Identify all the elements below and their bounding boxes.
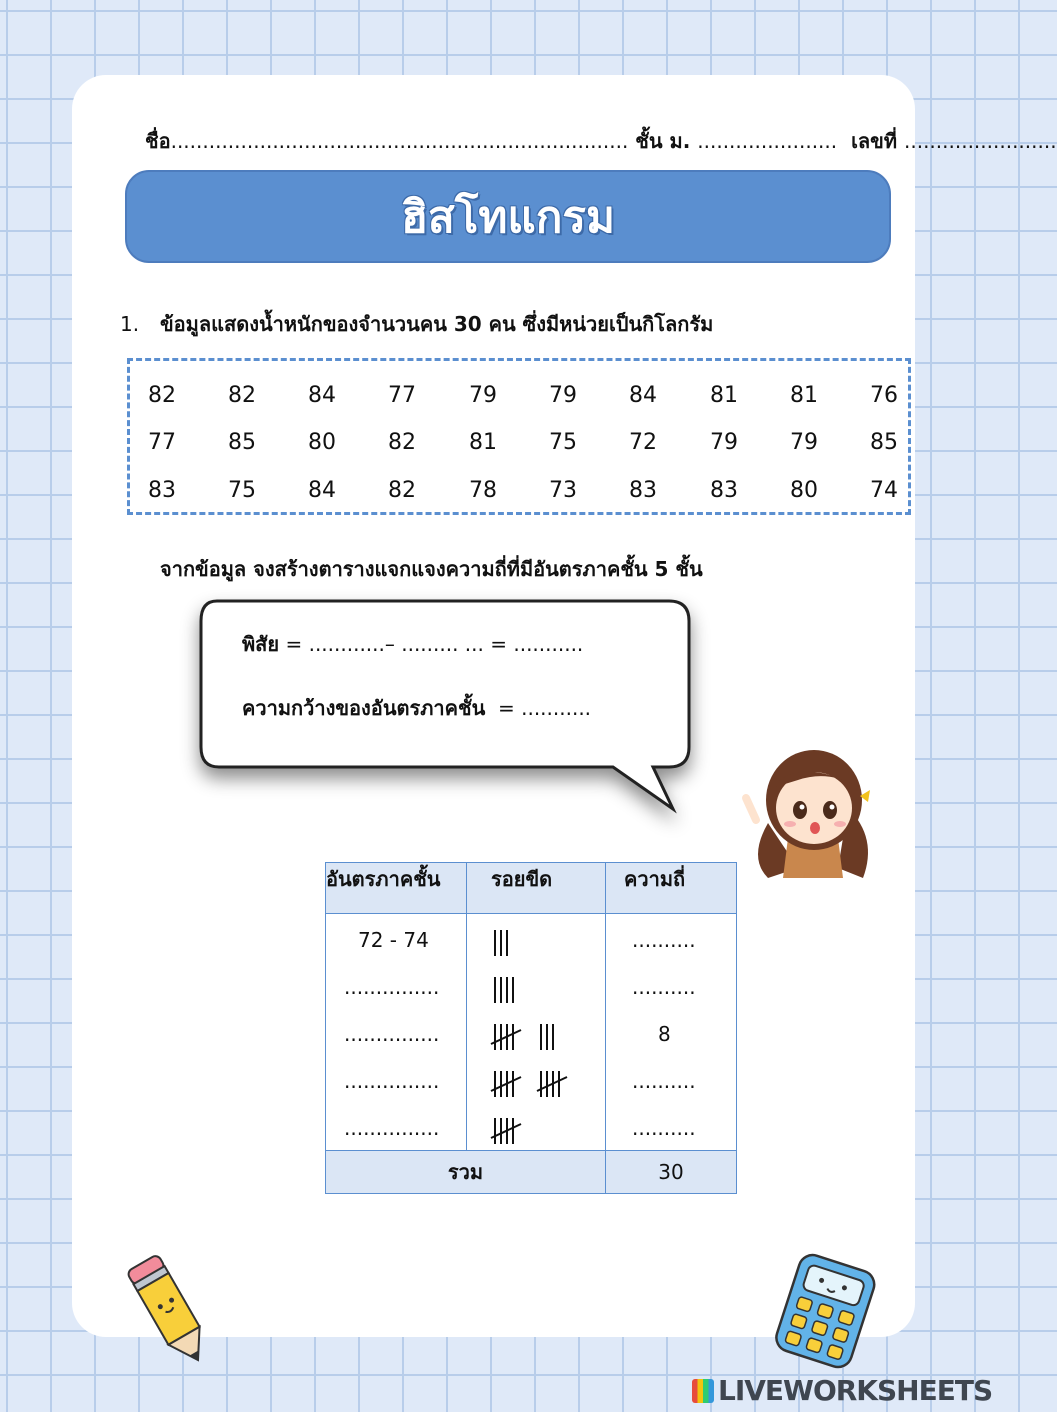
frequency-cell: 8 (658, 1022, 671, 1046)
question-1 (120, 308, 713, 340)
tally-mark (493, 1114, 593, 1148)
data-value: 77 (388, 383, 416, 408)
table-header-row (326, 863, 737, 914)
interval-cell[interactable]: ............... (344, 1116, 440, 1140)
data-value: 78 (469, 478, 497, 503)
liveworksheets-watermark (692, 1374, 992, 1407)
tally-mark (493, 1020, 593, 1054)
girl-character-illustration (738, 728, 888, 888)
data-value: 72 (629, 430, 657, 455)
interval-cell[interactable]: ............... (344, 1022, 440, 1046)
frequency-column (606, 914, 737, 1151)
header-interval: อันตรภาคชั้น (326, 863, 467, 914)
header-frequency: ความถี่ (606, 863, 737, 914)
frequency-table (325, 862, 737, 1194)
data-value: 84 (308, 383, 336, 408)
width-line (242, 692, 591, 724)
calculator-illustration (768, 1255, 883, 1370)
data-grid (130, 361, 908, 512)
name-field[interactable]: ........................................................................ (170, 129, 629, 153)
interval-cell[interactable]: ............... (344, 975, 440, 999)
data-value: 79 (710, 430, 738, 455)
interval-column (326, 914, 467, 1151)
liveworksheets-wordmark: LIVEWORKSHEETS (718, 1374, 993, 1407)
data-value: 73 (549, 478, 577, 503)
tally-mark (493, 1067, 593, 1101)
number-field[interactable]: ........................ (904, 129, 1057, 153)
frequency-cell[interactable]: .......... (632, 975, 696, 999)
data-value: 84 (308, 478, 336, 503)
interval-cell[interactable]: ............... (344, 1069, 440, 1093)
data-value: 82 (228, 383, 256, 408)
width-label: ความกว้างของอันตรภาคชั้น (242, 696, 486, 720)
data-value: 82 (388, 430, 416, 455)
data-value: 77 (148, 430, 176, 455)
data-value: 76 (870, 383, 898, 408)
range-line (242, 628, 583, 660)
data-value: 80 (790, 478, 818, 503)
pencil-illustration (118, 1248, 218, 1373)
class-field[interactable]: ...................... (697, 129, 838, 153)
instruction-text: จากข้อมูล จงสร้างตารางแจกแจงความถี่ที่มีอันตรภาคชั้น 5 ชั้น (160, 557, 703, 581)
total-label: รวม (326, 1151, 606, 1194)
range-formula[interactable]: = ............– ......... ... = ........... (285, 632, 584, 656)
question-text: ข้อมูลแสดงน้ำหนักของจำนวนคน 30 คน ซึ่งมีหน่วยเป็นกิโลกรัม (160, 312, 714, 336)
total-value: 30 (606, 1151, 737, 1194)
tally-mark (493, 973, 593, 1007)
data-box (127, 358, 911, 515)
data-value: 83 (710, 478, 738, 503)
data-value: 81 (790, 383, 818, 408)
data-value: 81 (469, 430, 497, 455)
question-number: 1. (120, 312, 140, 336)
data-value: 79 (469, 383, 497, 408)
data-value: 82 (388, 478, 416, 503)
interval-cell: 72 - 74 (358, 928, 429, 952)
data-value: 81 (710, 383, 738, 408)
data-value: 79 (549, 383, 577, 408)
data-value: 85 (870, 430, 898, 455)
number-label: เลขที่ (851, 129, 898, 153)
range-label: พิสัย (242, 632, 280, 656)
width-formula[interactable]: = ........... (497, 696, 592, 720)
frequency-cell[interactable]: .......... (632, 1069, 696, 1093)
data-value: 82 (148, 383, 176, 408)
data-value: 83 (629, 478, 657, 503)
tally-column (467, 914, 606, 1151)
frequency-cell[interactable]: .......... (632, 1116, 696, 1140)
data-value: 74 (870, 478, 898, 503)
student-info-row (145, 125, 1057, 157)
title-banner (125, 170, 891, 263)
class-label: ชั้น ม. (635, 129, 691, 153)
header-tally: รอยขีด (467, 863, 606, 914)
liveworksheets-logo-icon (692, 1379, 714, 1403)
data-value: 75 (228, 478, 256, 503)
data-value: 79 (790, 430, 818, 455)
page-title: ฮิสโทแกรม (401, 191, 615, 243)
data-value: 85 (228, 430, 256, 455)
data-value: 75 (549, 430, 577, 455)
table-total-row (326, 1151, 737, 1194)
name-label: ชื่อ (145, 129, 171, 153)
tally-mark (493, 926, 593, 960)
table-body-row (326, 914, 737, 1151)
frequency-cell[interactable]: .......... (632, 928, 696, 952)
data-value: 80 (308, 430, 336, 455)
data-value: 84 (629, 383, 657, 408)
data-value: 83 (148, 478, 176, 503)
